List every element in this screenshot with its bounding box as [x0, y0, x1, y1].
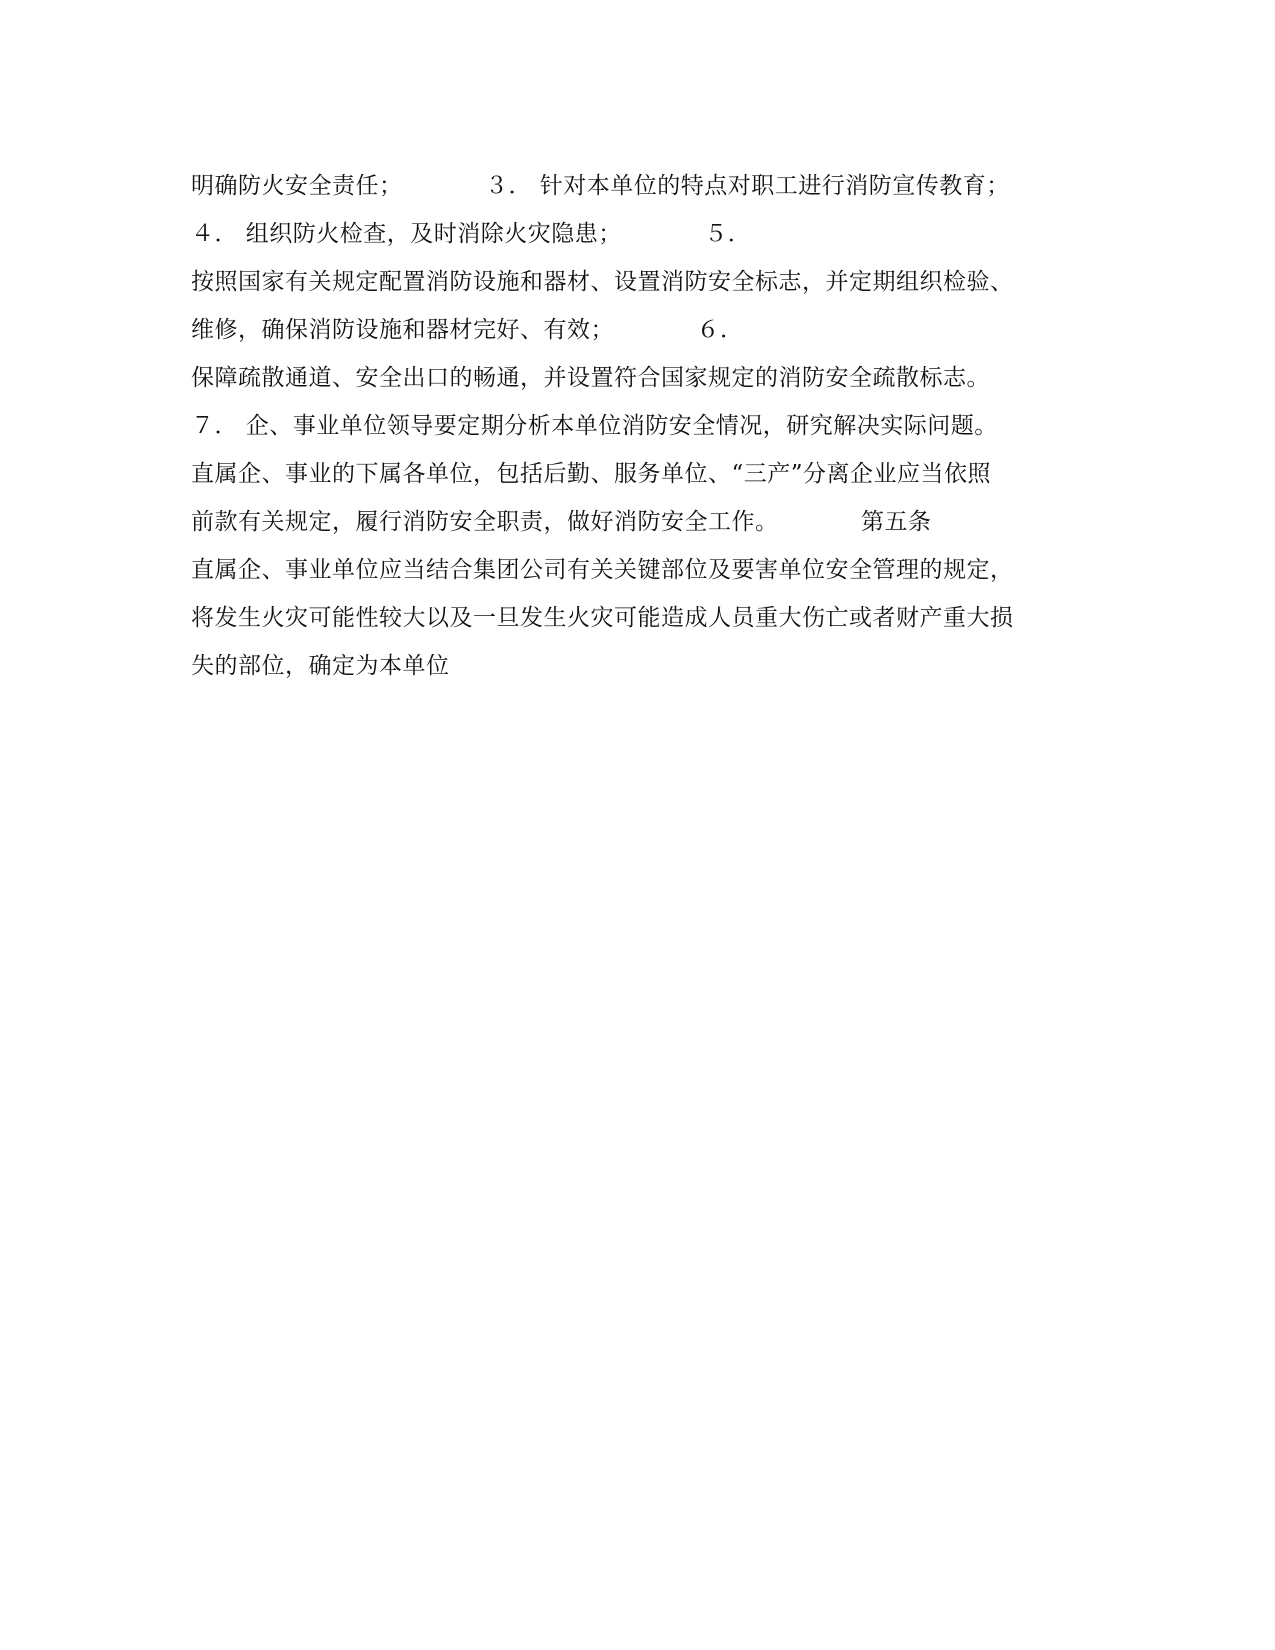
- text-line: 失的部位，确定为本单位: [191, 653, 450, 679]
- text-line: ７． 企、事业单位领导要定期分析本单位消防安全情况，研究解决实际问题。: [191, 413, 998, 439]
- text-line: 保障疏散通道、安全出口的畅通，并设置符合国家规定的消防安全疏散标志。: [191, 365, 990, 391]
- text-line: 按照国家有关规定配置消防设施和器材、设置消防安全标志，并定期组织检验、: [191, 269, 1014, 295]
- body-text: [191, 162, 1091, 690]
- text-line: 将发生火灾可能性较大以及一旦发生火灾可能造成人员重大伤亡或者财产重大损: [191, 605, 1014, 631]
- text-line: 维修，确保消防设施和器材完好、有效； ６．: [191, 317, 744, 343]
- text-line: 前款有关规定，履行消防安全职责，做好消防安全工作。 第五条: [191, 509, 932, 535]
- text-line: 明确防火安全责任； ３． 针对本单位的特点对职工进行消防宣传教育；: [191, 173, 1010, 199]
- text-line: 直属企、事业的下属各单位，包括后勤、服务单位、“三产”分离企业应当依照: [191, 461, 992, 487]
- text-line: 直属企、事业单位应当结合集团公司有关关键部位及要害单位安全管理的规定，: [191, 557, 1014, 583]
- text-line: ４． 组织防火检查，及时消除火灾隐患； ５．: [191, 221, 752, 247]
